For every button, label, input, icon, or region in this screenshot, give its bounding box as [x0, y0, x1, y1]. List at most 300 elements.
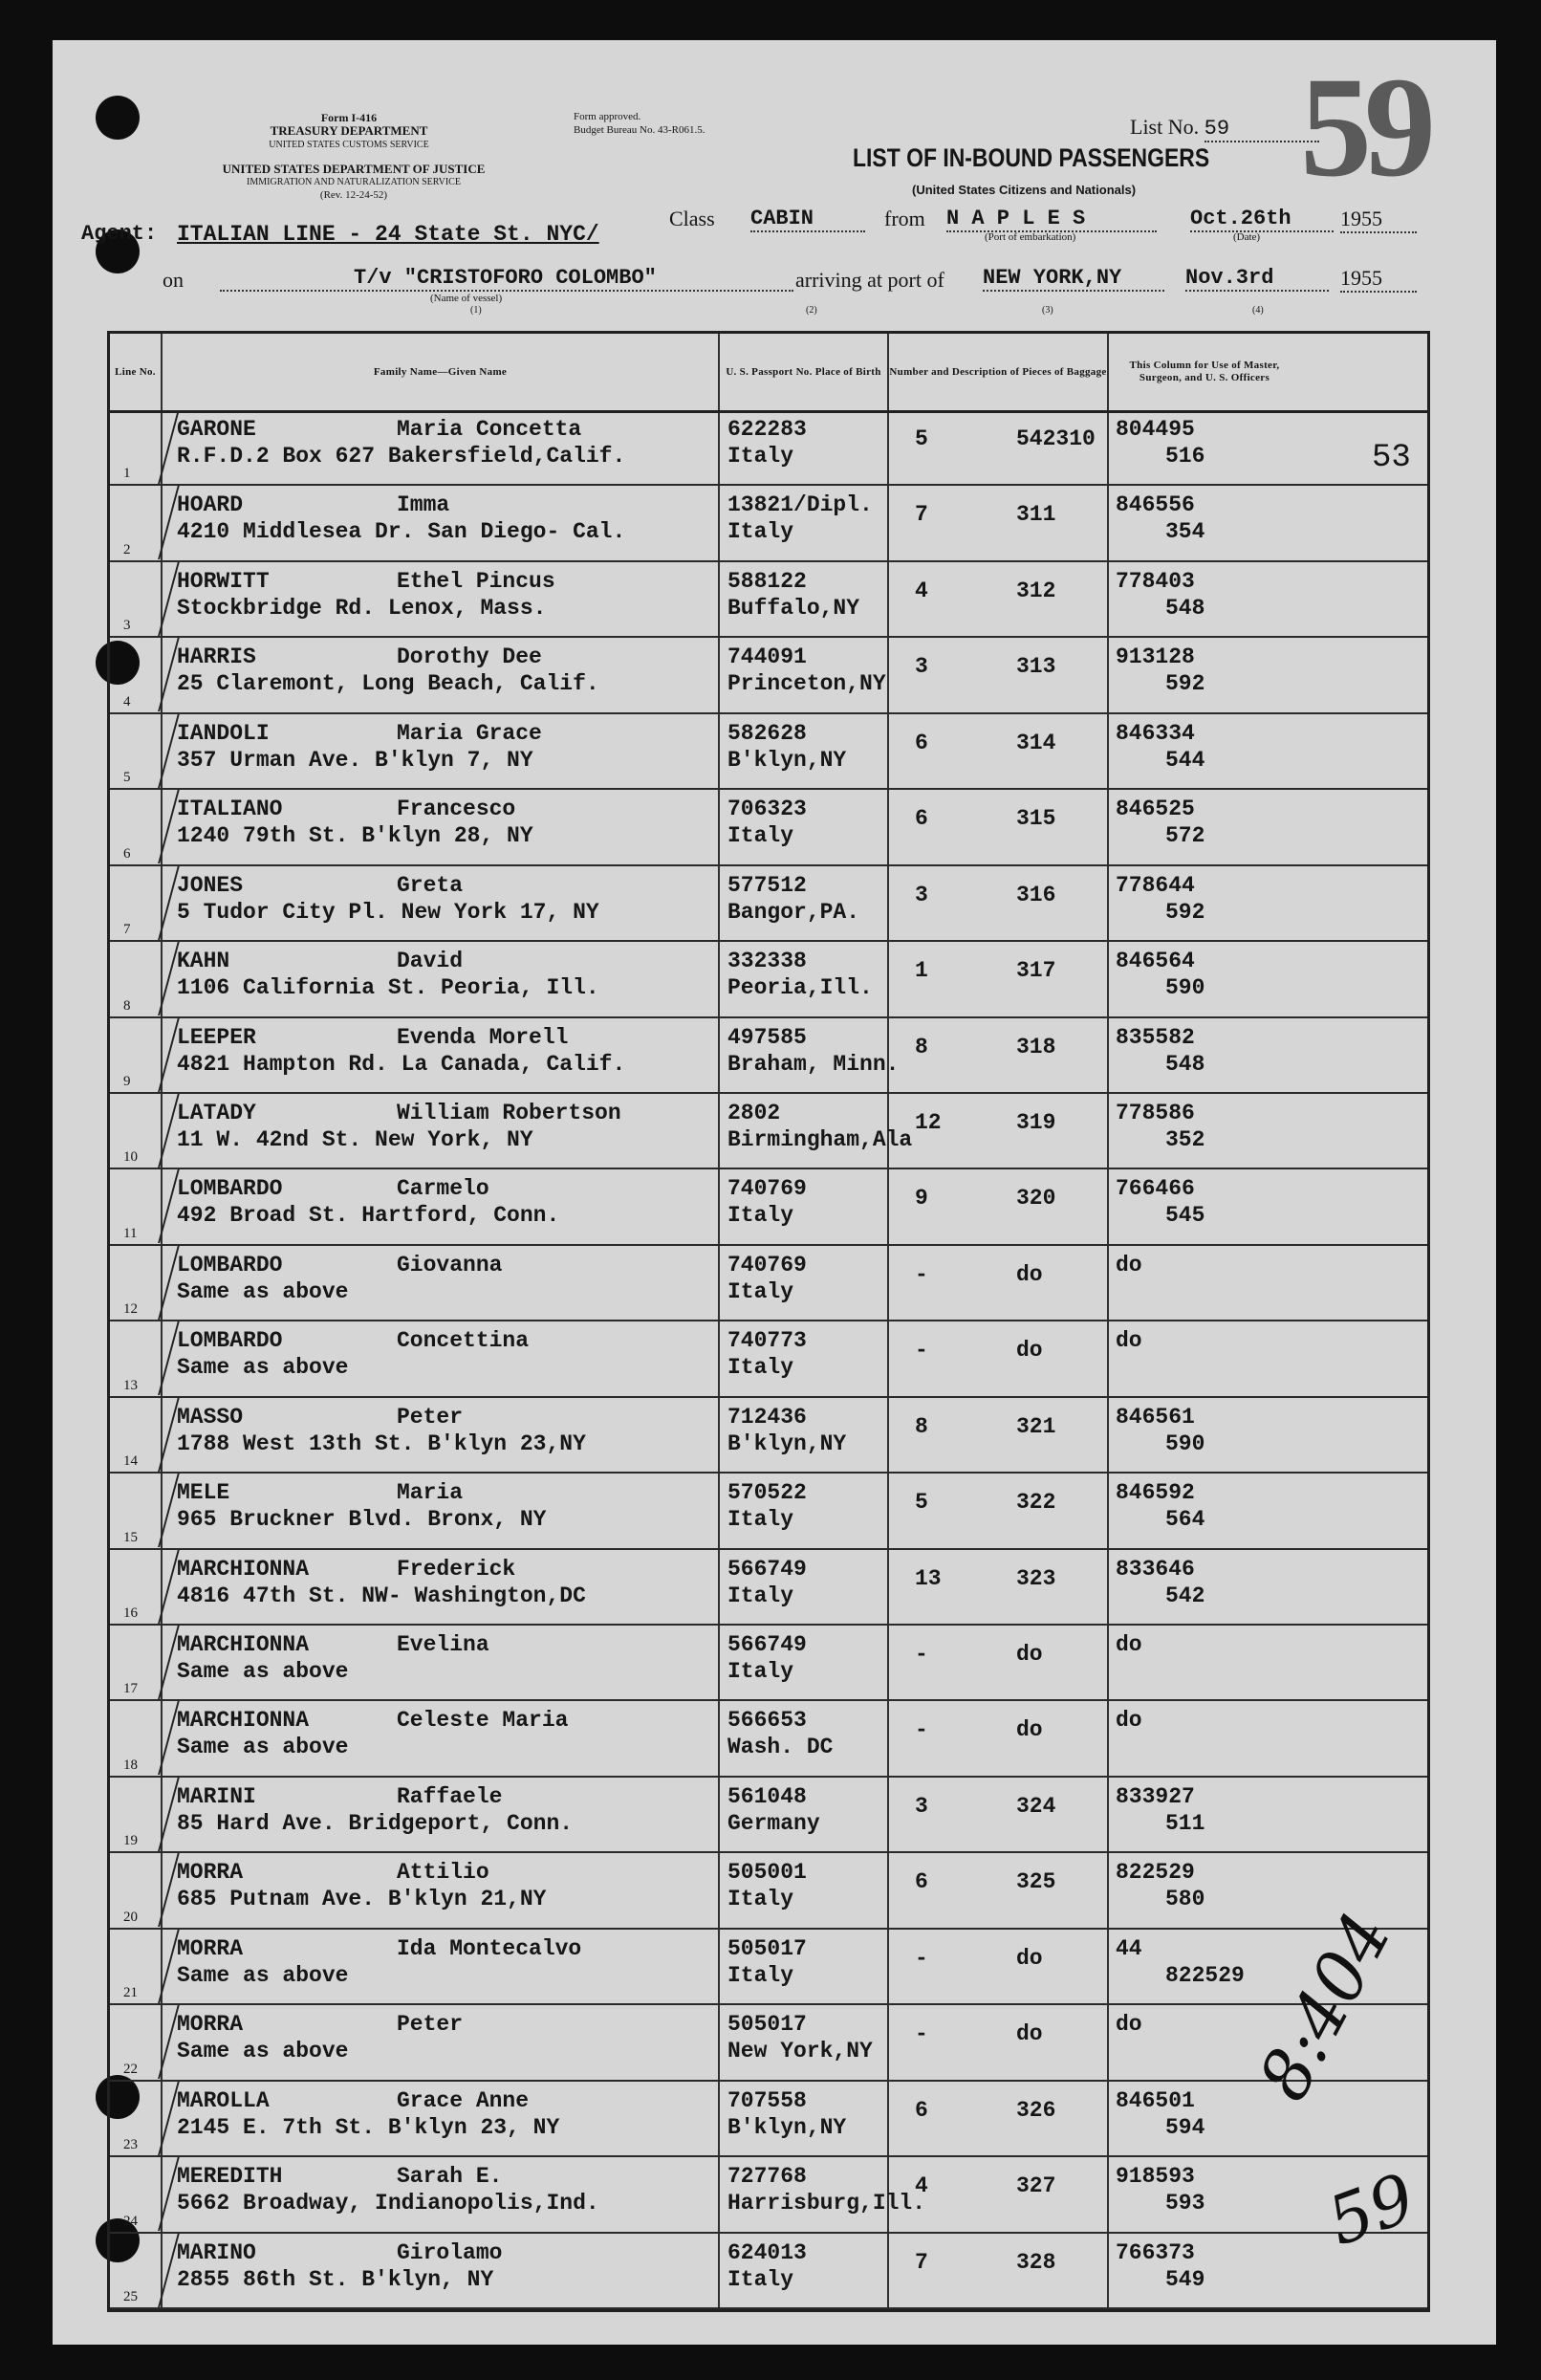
officer-note-1: do — [1116, 2012, 1142, 2038]
place-of-birth: Braham, Minn. — [727, 1051, 900, 1077]
officer-note-2: 564 — [1165, 1507, 1205, 1533]
baggage-tag: do — [1016, 1717, 1043, 1743]
address: 4210 Middlesea Dr. San Diego- Cal. — [177, 519, 626, 545]
place-of-birth: B'klyn,NY — [727, 2114, 847, 2140]
baggage-pieces: 4 — [915, 2173, 928, 2199]
passport-number: 505017 — [727, 1935, 807, 1961]
family-name: LOMBARDO — [177, 1252, 283, 1277]
passport-number: 622283 — [727, 417, 807, 442]
passport-number: 707558 — [727, 2087, 807, 2113]
col4-caption: (4) — [1252, 305, 1264, 316]
given-name: Giovanna — [397, 1252, 503, 1277]
on-label: on — [163, 268, 184, 292]
officer-note-2: 352 — [1165, 1126, 1205, 1152]
baggage-tag: 324 — [1016, 1793, 1056, 1819]
port-of-embarkation: N A P L E S — [946, 207, 1157, 232]
officer-note-1: do — [1116, 1632, 1142, 1658]
col-officers: This Column for Use of Master, Surgeon, and U. S. Officers — [1129, 360, 1280, 383]
col1-caption: (1) — [470, 305, 482, 316]
table-row — [110, 1398, 1427, 1474]
officer-note-2: 590 — [1165, 975, 1205, 1001]
officer-note-2: 354 — [1165, 519, 1205, 545]
given-name: Concettina — [397, 1328, 530, 1354]
officer-note-1: 846334 — [1116, 720, 1195, 746]
baggage-tag: 321 — [1016, 1413, 1056, 1439]
baggage-pieces: 5 — [915, 426, 928, 451]
place-of-birth: Bangor,PA. — [727, 899, 860, 925]
baggage-tag: 326 — [1016, 2097, 1056, 2123]
date-caption: (Date) — [1233, 231, 1261, 243]
address: Same as above — [177, 1278, 349, 1304]
table-row — [110, 1701, 1427, 1777]
form-approved: Form approved. — [574, 111, 641, 122]
family-name: MORRA — [177, 2012, 244, 2038]
given-name: Maria Grace — [397, 720, 542, 746]
baggage-pieces: 6 — [915, 730, 928, 755]
family-name: MASSO — [177, 1404, 244, 1430]
given-name: Girolamo — [397, 2239, 503, 2265]
officer-note-2: 511 — [1165, 1810, 1205, 1836]
baggage-pieces: 6 — [915, 1869, 928, 1895]
address: Same as above — [177, 1659, 349, 1685]
line-number: 7 — [123, 922, 131, 938]
class-label: Class — [669, 207, 715, 230]
col3-caption: (3) — [1042, 305, 1053, 316]
place-of-birth: Italy — [727, 1507, 794, 1533]
passport-number: 727768 — [727, 2164, 807, 2190]
given-name: Maria Concetta — [397, 417, 582, 442]
agent-value: ITALIAN LINE - 24 State St. NYC/ — [177, 222, 599, 247]
address: 25 Claremont, Long Beach, Calif. — [177, 671, 599, 697]
place-of-birth: Harrisburg,Ill. — [727, 2191, 926, 2216]
passport-number: 582628 — [727, 720, 807, 746]
place-of-birth: Italy — [727, 2266, 794, 2292]
officer-note-1: 766466 — [1116, 1176, 1195, 1202]
arrival-year: 1955 — [1340, 266, 1417, 293]
page-title: LIST OF IN-BOUND PASSENGERS — [853, 143, 1210, 172]
table-row — [110, 942, 1427, 1017]
line-number: 11 — [123, 1225, 138, 1241]
officer-note-2: 545 — [1165, 1203, 1205, 1229]
officer-note-1: do — [1116, 1708, 1142, 1734]
officer-note-2: 593 — [1165, 2191, 1205, 2216]
address: Same as above — [177, 1735, 349, 1760]
address: 685 Putnam Ave. B'klyn 21,NY — [177, 1887, 547, 1912]
baggage-pieces: - — [915, 1945, 928, 1971]
baggage-tag: 315 — [1016, 806, 1056, 832]
family-name: MARCHIONNA — [177, 1708, 310, 1734]
line-number: 2 — [123, 541, 131, 557]
baggage-tag: 318 — [1016, 1034, 1056, 1059]
line-number: 25 — [123, 2288, 138, 2304]
baggage-tag: 314 — [1016, 730, 1056, 755]
passport-number: 505001 — [727, 1860, 807, 1886]
address: 1106 California St. Peoria, Ill. — [177, 975, 599, 1001]
place-of-birth: Italy — [727, 1278, 794, 1304]
given-name: Frederick — [397, 1556, 516, 1582]
address: 965 Bruckner Blvd. Bronx, NY — [177, 1507, 547, 1533]
baggage-pieces: 12 — [915, 1109, 942, 1135]
address: 4816 47th St. NW- Washington,DC — [177, 1583, 586, 1608]
baggage-pieces: 8 — [915, 1413, 928, 1439]
baggage-pieces: 6 — [915, 806, 928, 832]
table-row — [110, 1246, 1427, 1321]
baggage-pieces: 3 — [915, 882, 928, 907]
baggage-pieces: 8 — [915, 1034, 928, 1059]
passport-number: 561048 — [727, 1783, 807, 1809]
passenger-count: 53 — [1372, 440, 1411, 476]
baggage-tag: 313 — [1016, 654, 1056, 680]
officer-note-2: 548 — [1165, 1051, 1205, 1077]
passport-number: 706323 — [727, 797, 807, 822]
family-name: MARINI — [177, 1783, 256, 1809]
baggage-pieces: 3 — [915, 654, 928, 680]
page-subtitle: (United States Citizens and Nationals) — [912, 183, 1137, 197]
baggage-pieces: - — [915, 1717, 928, 1743]
table-row — [110, 1474, 1427, 1549]
family-name: LOMBARDO — [177, 1328, 283, 1354]
baggage-tag: do — [1016, 1261, 1043, 1287]
officer-note-2: 542 — [1165, 1583, 1205, 1608]
passport-number: 744091 — [727, 644, 807, 670]
given-name: Celeste Maria — [397, 1708, 569, 1734]
line-number: 19 — [123, 1833, 138, 1849]
address: 5662 Broadway, Indianopolis,Ind. — [177, 2191, 599, 2216]
place-of-birth: Italy — [727, 444, 794, 469]
baggage-pieces: - — [915, 1642, 928, 1668]
table-row — [110, 2234, 1427, 2309]
given-name: Ida Montecalvo — [397, 1935, 582, 1961]
officer-note-1: 846561 — [1116, 1404, 1195, 1430]
officer-note-1: 833646 — [1116, 1556, 1195, 1582]
line-number: 1 — [123, 466, 131, 482]
line-number: 21 — [123, 1985, 138, 2001]
justice-department: UNITED STATES DEPARTMENT OF JUSTICE — [222, 162, 486, 176]
class-value: CABIN — [750, 207, 865, 232]
officer-note-2: 822529 — [1165, 1962, 1245, 1988]
address: 1240 79th St. B'klyn 28, NY — [177, 823, 533, 849]
vessel-caption: (Name of vessel) — [430, 293, 503, 304]
baggage-tag: 323 — [1016, 1565, 1056, 1591]
baggage-tag: 317 — [1016, 958, 1056, 984]
family-name: LOMBARDO — [177, 1176, 283, 1202]
address: 357 Urman Ave. B'klyn 7, NY — [177, 747, 533, 773]
passport-number: 588122 — [727, 568, 807, 594]
given-name: Peter — [397, 1404, 464, 1430]
vessel-name: T/v "CRISTOFORO COLOMBO" — [220, 266, 793, 292]
baggage-pieces: 6 — [915, 2097, 928, 2123]
baggage-pieces: - — [915, 1338, 928, 1364]
baggage-pieces: 1 — [915, 958, 928, 984]
officer-note-2: 590 — [1165, 1430, 1205, 1456]
officer-note-2: 544 — [1165, 747, 1205, 773]
table-row — [110, 2005, 1427, 2081]
officer-note-2: 548 — [1165, 595, 1205, 621]
table-body — [110, 410, 1427, 2309]
place-of-birth: Italy — [727, 1887, 794, 1912]
line-number: 22 — [123, 2061, 138, 2077]
col-family-name: Family Name—Given Name — [373, 365, 508, 378]
family-name: LATADY — [177, 1100, 256, 1125]
address: Same as above — [177, 2039, 349, 2064]
table-row — [110, 1321, 1427, 1397]
given-name: David — [397, 949, 464, 974]
form-number: Form I-416 — [320, 111, 378, 124]
baggage-tag: 325 — [1016, 1869, 1056, 1895]
arrival-port: NEW YORK,NY — [983, 266, 1164, 292]
family-name: KAHN — [177, 949, 230, 974]
baggage-tag: do — [1016, 1338, 1043, 1364]
place-of-birth: Germany — [727, 1810, 820, 1836]
officer-note-2: 594 — [1165, 2114, 1205, 2140]
baggage-tag: 311 — [1016, 502, 1056, 528]
line-number: 14 — [123, 1453, 138, 1470]
from-label: from — [884, 207, 925, 230]
line-number: 20 — [123, 1909, 138, 1925]
officer-note-2: 592 — [1165, 899, 1205, 925]
address: 11 W. 42nd St. New York, NY — [177, 1126, 533, 1152]
given-name: Attilio — [397, 1860, 489, 1886]
arrival-date: Nov.3rd — [1185, 266, 1329, 292]
line-number: 17 — [123, 1681, 138, 1697]
line-number: 24 — [123, 2213, 138, 2229]
baggage-tag: 320 — [1016, 1186, 1056, 1212]
family-name: MARINO — [177, 2239, 256, 2265]
officer-note-1: 778403 — [1116, 568, 1195, 594]
officer-note-1: 913128 — [1116, 644, 1195, 670]
officer-note-1: 835582 — [1116, 1024, 1195, 1050]
baggage-tag: 328 — [1016, 2249, 1056, 2275]
family-name: LEEPER — [177, 1024, 256, 1050]
address: 1788 West 13th St. B'klyn 23,NY — [177, 1430, 586, 1456]
address: 2145 E. 7th St. B'klyn 23, NY — [177, 2114, 560, 2140]
baggage-tag: 542310 — [1016, 426, 1096, 451]
officer-note-2: 580 — [1165, 1887, 1205, 1912]
table-row — [110, 1018, 1427, 1094]
table-row — [110, 714, 1427, 790]
table-row — [110, 1094, 1427, 1169]
place-of-birth: Italy — [727, 1203, 794, 1229]
table-row — [110, 2082, 1427, 2157]
officer-note-1: 846592 — [1116, 1480, 1195, 1506]
passport-number: 570522 — [727, 1480, 807, 1506]
given-name: Grace Anne — [397, 2087, 530, 2113]
family-name: ITALIANO — [177, 797, 283, 822]
budget-bureau: Budget Bureau No. 43-R061.5. — [574, 124, 705, 136]
passport-number: 13821/Dipl. — [727, 492, 873, 518]
list-number — [1130, 115, 1319, 142]
baggage-pieces: 7 — [915, 2249, 928, 2275]
officer-note-1: 846564 — [1116, 949, 1195, 974]
handwritten-number: 59 — [1317, 2158, 1425, 2261]
list-number-label: List No. — [1130, 115, 1200, 139]
line-number: 4 — [123, 693, 131, 710]
given-name: Evelina — [397, 1632, 489, 1658]
baggage-pieces: 4 — [915, 578, 928, 603]
passport-number: 740769 — [727, 1252, 807, 1277]
table-row — [110, 1853, 1427, 1929]
passport-number: 740773 — [727, 1328, 807, 1354]
passport-number: 505017 — [727, 2012, 807, 2038]
officer-note-1: do — [1116, 1252, 1142, 1277]
line-number: 18 — [123, 1757, 138, 1773]
binder-hole — [96, 96, 140, 140]
given-name: Dorothy Dee — [397, 644, 542, 670]
embarkation-date: Oct.26th — [1190, 207, 1334, 232]
baggage-tag: 316 — [1016, 882, 1056, 907]
port-caption: (Port of embarkation) — [985, 231, 1076, 243]
table-row — [110, 1169, 1427, 1245]
agent-label: Agent: — [81, 222, 158, 246]
table-row — [110, 1778, 1427, 1853]
line-number: 23 — [123, 2137, 138, 2153]
baggage-pieces: - — [915, 2021, 928, 2047]
place-of-birth: Italy — [727, 1583, 794, 1608]
place-of-birth: Peoria,Ill. — [727, 975, 873, 1001]
address: Same as above — [177, 1355, 349, 1381]
family-name: GARONE — [177, 417, 256, 442]
family-name: MAROLLA — [177, 2087, 270, 2113]
given-name: Maria — [397, 1480, 464, 1506]
given-name: William Robertson — [397, 1100, 621, 1125]
table-row — [110, 638, 1427, 713]
baggage-tag: 327 — [1016, 2173, 1056, 2199]
place-of-birth: Wash. DC — [727, 1735, 834, 1760]
passport-number: 566749 — [727, 1632, 807, 1658]
baggage-tag: do — [1016, 2021, 1043, 2047]
passport-number: 740769 — [727, 1176, 807, 1202]
family-name: MORRA — [177, 1860, 244, 1886]
address: 85 Hard Ave. Bridgeport, Conn. — [177, 1810, 574, 1836]
officer-note-1: 778586 — [1116, 1100, 1195, 1125]
officer-note-1: 833927 — [1116, 1783, 1195, 1809]
given-name: Francesco — [397, 797, 516, 822]
place-of-birth: Italy — [727, 823, 794, 849]
line-number: 3 — [123, 618, 131, 634]
officer-note-2: 516 — [1165, 444, 1205, 469]
place-of-birth: Italy — [727, 1962, 794, 1988]
address: 492 Broad St. Hartford, Conn. — [177, 1203, 560, 1229]
place-of-birth: Italy — [727, 1659, 794, 1685]
family-name: MEREDITH — [177, 2164, 283, 2190]
given-name: Peter — [397, 2012, 464, 2038]
table-row — [110, 1550, 1427, 1626]
line-number: 13 — [123, 1377, 138, 1393]
line-number: 15 — [123, 1529, 138, 1545]
passport-number: 497585 — [727, 1024, 807, 1050]
customs-service: UNITED STATES CUSTOMS SERVICE — [269, 140, 429, 150]
place-of-birth: B'klyn,NY — [727, 747, 847, 773]
given-name: Carmelo — [397, 1176, 489, 1202]
place-of-birth: Italy — [727, 519, 794, 545]
baggage-tag: 322 — [1016, 1490, 1056, 1516]
family-name: MELE — [177, 1480, 230, 1506]
address: Same as above — [177, 1962, 349, 1988]
line-number: 6 — [123, 845, 131, 862]
officer-note-1: 778644 — [1116, 872, 1195, 898]
given-name: Evenda Morell — [397, 1024, 569, 1050]
passenger-manifest-table — [107, 331, 1430, 2312]
baggage-tag: 312 — [1016, 578, 1056, 603]
officer-note-1: 846556 — [1116, 492, 1195, 518]
place-of-birth: B'klyn,NY — [727, 1430, 847, 1456]
col2-caption: (2) — [806, 305, 817, 316]
given-name: Greta — [397, 872, 464, 898]
table-header — [110, 334, 1427, 413]
col-passport: U. S. Passport No. Place of Birth — [726, 365, 881, 378]
officer-note-2: 549 — [1165, 2266, 1205, 2292]
baggage-tag: do — [1016, 1642, 1043, 1668]
address: 4821 Hampton Rd. La Canada, Calif. — [177, 1051, 626, 1077]
family-name: IANDOLI — [177, 720, 270, 746]
officer-note-2: 572 — [1165, 823, 1205, 849]
address: R.F.D.2 Box 627 Bakersfield,Calif. — [177, 444, 626, 469]
table-row — [110, 866, 1427, 942]
address: 5 Tudor City Pl. New York 17, NY — [177, 899, 599, 925]
line-number: 16 — [123, 1605, 138, 1622]
baggage-pieces: 13 — [915, 1565, 942, 1591]
table-row — [110, 562, 1427, 638]
treasury-department: TREASURY DEPARTMENT — [270, 123, 428, 138]
baggage-pieces: 9 — [915, 1186, 928, 1212]
line-number: 5 — [123, 770, 131, 786]
baggage-tag: do — [1016, 1945, 1043, 1971]
officer-note-2: 592 — [1165, 671, 1205, 697]
ins-service: IMMIGRATION AND NATURALIZATION SERVICE — [247, 177, 461, 187]
passport-number: 2802 — [727, 1100, 781, 1125]
given-name: Sarah E. — [397, 2164, 503, 2190]
baggage-pieces: - — [915, 1261, 928, 1287]
family-name: HOARD — [177, 492, 244, 518]
table-row — [110, 790, 1427, 865]
list-number-value: 59 — [1205, 117, 1319, 142]
passport-number: 577512 — [727, 872, 807, 898]
form-revision: (Rev. 12-24-52) — [319, 189, 388, 201]
address: Stockbridge Rd. Lenox, Mass. — [177, 595, 547, 621]
place-of-birth: Princeton,NY — [727, 671, 886, 697]
table-row — [110, 410, 1427, 486]
list-stamp-number: 59 — [1300, 48, 1428, 207]
officer-note-1: 846501 — [1116, 2087, 1195, 2113]
place-of-birth: New York,NY — [727, 2039, 873, 2064]
baggage-tag: 319 — [1016, 1109, 1056, 1135]
passport-number: 566749 — [727, 1556, 807, 1582]
officer-note-1: 918593 — [1116, 2164, 1195, 2190]
baggage-pieces: 3 — [915, 1793, 928, 1819]
given-name: Ethel Pincus — [397, 568, 555, 594]
place-of-birth: Italy — [727, 1355, 794, 1381]
place-of-birth: Buffalo,NY — [727, 595, 860, 621]
family-name: MARCHIONNA — [177, 1556, 310, 1582]
col-baggage: Number and Description of Pieces of Baggage — [889, 365, 1107, 378]
address: 2855 86th St. B'klyn, NY — [177, 2266, 494, 2292]
family-name: HORWITT — [177, 568, 270, 594]
arriving-label: arriving at port of — [795, 268, 944, 292]
line-number: 10 — [123, 1149, 138, 1166]
officer-note-1: do — [1116, 1328, 1142, 1354]
col-line-no: Line No. — [115, 365, 156, 378]
officer-note-1: 766373 — [1116, 2239, 1195, 2265]
handwritten-note: 8:404 — [1243, 1899, 1407, 2113]
given-name: Imma — [397, 492, 450, 518]
officer-note-1: 44 — [1116, 1935, 1142, 1961]
officer-note-1: 846525 — [1116, 797, 1195, 822]
officer-note-1: 804495 — [1116, 417, 1195, 442]
table-row — [110, 1930, 1427, 2005]
baggage-pieces: 7 — [915, 502, 928, 528]
passport-number: 566653 — [727, 1708, 807, 1734]
embarkation-year: 1955 — [1340, 207, 1417, 233]
